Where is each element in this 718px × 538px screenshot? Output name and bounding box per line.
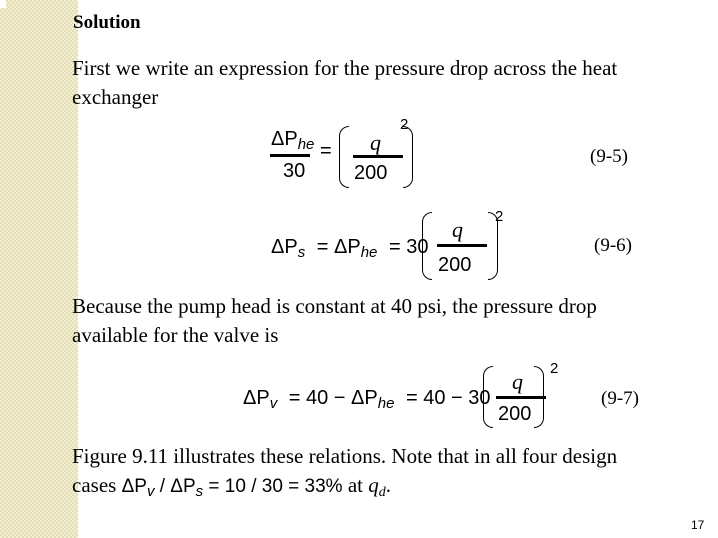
eq1-lhs-denominator: 30 — [283, 160, 306, 182]
page-number: 17 — [691, 518, 705, 532]
eq1-equals: = — [320, 140, 332, 162]
eq1-rhs-fraction-bar — [353, 155, 403, 158]
eq3-denominator: 200 — [498, 403, 532, 425]
eq1-power: 2 — [400, 116, 409, 133]
eq3-label: (9-7) — [601, 388, 639, 409]
eq2-fraction-bar — [437, 244, 487, 247]
valve-paragraph — [72, 292, 597, 350]
eq1-right-paren — [403, 126, 413, 188]
eq2-power: 2 — [495, 208, 504, 225]
valve-line-1: Because the pump head is constant at 40 psi, the pressure drop — [72, 294, 597, 318]
eq2-lhs: $\Delta P_s = \Delta P_{he} = 30$ — [271, 236, 429, 261]
intro-line-1: First we write an expression for the pressure drop across the heat — [72, 56, 618, 80]
eq3-q: q — [512, 369, 523, 394]
decorative-left-band — [0, 0, 78, 538]
figure-line-1: Figure 9.11 illustrates these relations. Note that in all four design — [72, 444, 618, 468]
corner-mark — [0, 0, 6, 8]
eq3-power: 2 — [550, 360, 559, 377]
eq2-label: (9-6) — [594, 235, 632, 256]
eq1-q: q — [370, 130, 381, 155]
eq2-left-paren — [422, 212, 432, 280]
eq1-label: (9-5) — [590, 146, 628, 167]
ratio-expression: $\Delta P_v / \Delta P_s = 10 / 30 = 33\%$ — [121, 476, 343, 500]
eq3-left-paren — [483, 366, 493, 428]
intro-line-2: exchanger — [72, 85, 159, 109]
eq3-right-paren — [534, 366, 544, 428]
eq1-left-paren — [339, 126, 349, 188]
eq1-rhs-denominator: 200 — [354, 162, 388, 184]
figure-paragraph — [72, 442, 617, 507]
eq2-q: q — [452, 217, 463, 242]
intro-paragraph — [72, 54, 617, 112]
eq1-lhs-fraction-bar — [270, 154, 310, 157]
eq2-denominator: 200 — [438, 254, 472, 276]
qd-symbol: qd — [368, 473, 386, 500]
figure-line-2: cases $\Delta P_v / \Delta P_s = 10 / 30 = 33\%$ at qd. — [72, 473, 391, 500]
eq1-lhs-numerator: $\Delta P_{he}$ — [271, 128, 315, 153]
eq3-lhs: $\Delta P_v = 40 - \Delta P_{he} = 40 - 30$ — [243, 387, 491, 412]
valve-line-2: available for the valve is — [72, 323, 279, 347]
section-heading: Solution — [73, 12, 141, 33]
